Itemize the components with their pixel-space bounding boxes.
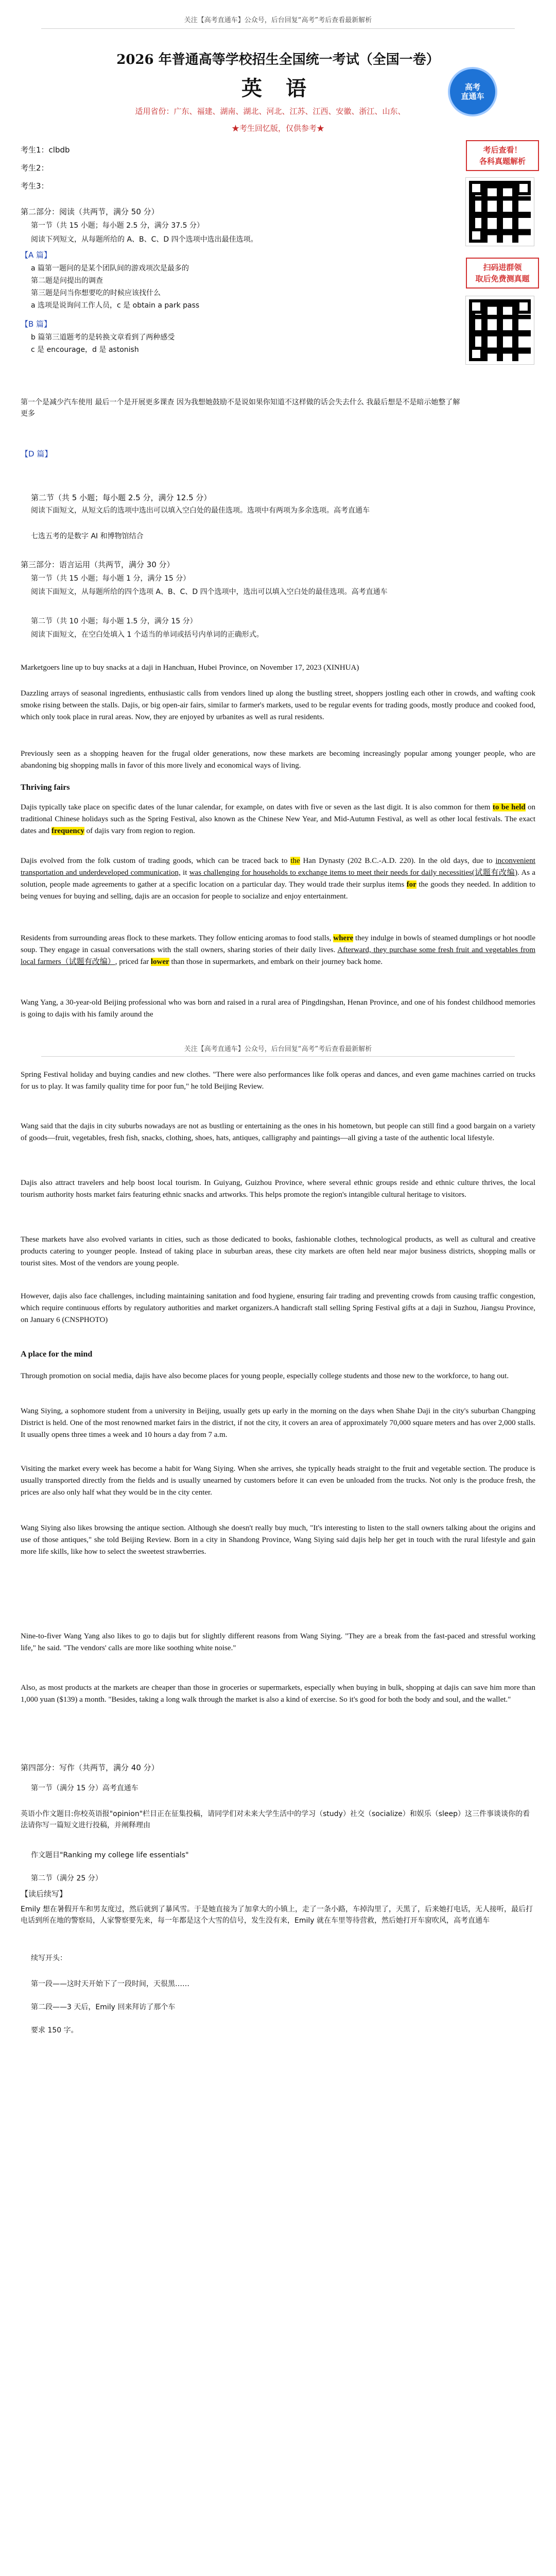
passage-a-item: a 选项是说询问工作人员，c 是 obtain a park pass [31, 301, 200, 310]
part4-section1-prompt: 英语小作文题目:你校英语报"opinion"栏目正在征集投稿，请同学们对未来大学生活中的学习（study）社交（socialize）和娱乐（sleep）这三件事谈谈你的看法请你写一篇短文进行投稿，并阐释理由 [21, 1810, 530, 1829]
passage-paragraph: Nine-to-fiver Wang Yang also likes to go to dajis but for slightly different reasons from Wang Siying. "They are a break from the fast-paced and stressful working life," he said. "The vendors' calls are more like soothing white noise." [21, 1632, 535, 1652]
passage-subheading: Thriving fairs [21, 783, 70, 792]
answer-highlight: the [290, 857, 300, 865]
page-divider [41, 1056, 515, 1057]
passage-paragraph: Spring Festival holiday and buying candies and new clothes. "There were also performances like folk operas and dances, and even game machines carried on trucks for us to play. It was family quality time for poor fun," he told Beijing Review. [21, 1071, 535, 1091]
promo-box-middle[interactable]: 扫码进群领 取后免费测真题 [466, 258, 539, 289]
text-span: the goods they needed. In addition to being venues for buying and selling, dajis are an occasion for people to socialize and enjoy entertainment. [21, 880, 535, 901]
header-divider [41, 28, 515, 29]
text-span: Dajis evolved from the folk custom of trading goods, which can be traced back to [21, 857, 291, 865]
passage-a-tag: 【A 篇】 [21, 250, 52, 260]
part3-section2: 第二节（共 10 小题；每小题 1.5 分，满分 15 分） [31, 617, 197, 625]
passage-a-item: 第三题是问当你想要吃的时候应该找什么 [31, 289, 161, 297]
passage-paragraph [21, 933, 535, 968]
answer-highlight: frequency [51, 827, 84, 835]
text-span: they indulge in bowls of steamed dumplings or hot noodle soup. They engage in casual conversations with the stall owners, sharing stories of their daily lives. [21, 934, 535, 954]
passage-b-item: b 篇第三道题考的是转换文章看到了两种感受 [31, 333, 175, 342]
examinee-1: 考生1：clbdb [21, 145, 70, 155]
continuation-paragraph-2: 第二段——3 天后，Emily 回来拜访了那个车 [31, 2003, 176, 2011]
exam-title: 2026 年普通高等学校招生全国统一考试（全国一卷） [116, 52, 440, 67]
passage-caption: Marketgoers line up to buy snacks at a daji in Hanchuan, Hubei Province, on November 17, 2023 (XINHUA) [21, 664, 359, 672]
passage-paragraph: However, dajis also face challenges, including maintaining sanitation and food hygiene, ensuring fair trading and preventing crowds from causing traffic congestion, which require continuous efforts by regulatory authorities and market organizers.A handicraft stall selling Spring Festival gifts at a daji in Suzhou, Jiangsu Province, on January 6 (CNSPHOTO) [21, 1292, 535, 1324]
answer-highlight: for [406, 880, 416, 889]
part4-section1: 第一节（满分 15 分）高考直通车 [31, 1784, 138, 1792]
passage-paragraph: These markets have also evolved variants in cities, such as those dedicated to books, fashionable clothes, technological products, as well as cultural and creative products catering to younger people. Instead of taking place in suburban areas, these city markets are often held near major business districts, shopping malls or tourist sites. Most of the vendors are young people. [21, 1235, 535, 1267]
passage-paragraph [21, 855, 535, 903]
passage-paragraph: Through promotion on social media, dajis have also become places for young people, especially college students and those new to the workforce, to hang out. [21, 1372, 509, 1380]
text-span: Residents from surrounding areas flock to these markets. They follow enticing aromas to food stalls, [21, 934, 334, 942]
part4-section1-title: 作文题目"Ranking my college life essentials" [31, 1851, 189, 1859]
answer-highlight: where [333, 934, 354, 942]
applicable-regions: 适用省份：广东、福建、湖南、湖北、河北、江苏、江西、安徽、浙江、山东、 [135, 107, 406, 116]
promo-box-top[interactable]: 考后查看！ 各科真题解析 [466, 140, 539, 171]
part2-section2-instructions: 阅读下面短文，从短文后的选项中选出可以填入空白处的最佳选项。选项中有两项为多余选项。高考直通车 [31, 506, 370, 515]
passage-subheading: A place for the mind [21, 1350, 93, 1359]
passage-paragraph: Visiting the market every week has become a habit for Wang Siying. When she arrives, she typically heads straight to the fruit and vegetable section. The produce is usually transported directly from the fields and is usually unearned by customers before it can even be unloaded from the trucks. Not only is the produce fresh, the prices are also only half what they would be in the city center. [21, 1465, 535, 1497]
part2-section2-note: 七选五考的是数字 AI 和博物馆结合 [31, 532, 144, 540]
text-span: of dajis vary from region to region. [84, 827, 195, 835]
examinee-3: 考生3： [21, 181, 49, 191]
passage-paragraph: Dazzling arrays of seasonal ingredients, enthusiastic calls from vendors lined up along the bustling street, shoppers jostling each other in crowds, and wafting cook smoke rising between the stalls. Dajis, or big open-air fairs, similar to farmer's markets, used to be regular events for trading goods, mostly produce and cooked food, which only took place in rural areas. Now, they are enjoyed by urbanites as well as rural residents. [21, 689, 535, 721]
passage-paragraph: Also, as most products at the markets are cheaper than those in groceries or supermarkets, especially when buying in bulk, shopping at dajis can save him more than 1,000 yuan ($139) a month. "Besides, taking a long walk through the market is also a kind of exercise. So it's good for both the body and soul, and the wallet." [21, 1684, 535, 1704]
part4-heading: 第四部分：写作（共两节，满分 40 分） [21, 1763, 159, 1772]
examinee-2: 考生2： [21, 163, 49, 173]
underlined-text: Afterward, they purchase some fresh fruit and vegetables from local farmers [21, 946, 535, 966]
part4-section2: 第二节（满分 25 分） [31, 1874, 102, 1883]
underlined-text: inconvenient transportation and underdeveloped communication, [21, 857, 535, 877]
passage-paragraph: Dajis also attract travelers and help boost local tourism. In Guiyang, Guizhou Province, where several ethnic groups reside and ethnic culture thrives, the local tourism authority hosts market fairs featuring ethnic snacks and artworks. This helps promote the region's intangible cultural heritage to visitors. [21, 1179, 535, 1199]
part3-section1: 第一节（共 15 小题；每小题 1 分，满分 15 分） [31, 574, 190, 583]
part4-section2-prompt: Emily 想在暑假开车和男友度过，然后就到了暴风雪。于是她直接为了加拿大的小镇上，走了一条小路，车掉沟里了，天黑了，后来她打电话，无人接听，最后打电话到所在地的警察局，人家警察要先来，每一年都是这个大雪的信号，发生没有来，Emily 就在车里等待营救，然后她打开车窗吹风，高考直通车 [21, 1905, 533, 1925]
edit-mark: （试题有改编） [61, 958, 115, 966]
text-span: Dajis typically take place on specific dates of the lunar calendar, for example, on dates with five or seven as the last digit. It is also common for them [21, 803, 493, 811]
part2-section1-instructions: 阅读下列短文，从每题所给的 A、B、C、D 四个选项中选出最佳选项。 [31, 235, 258, 244]
text-span: than those in supermarkets, and embark on their journey back home. [169, 958, 383, 966]
header-promo-line: 关注【高考直通车】公众号，后台回复“高考”考后查看最新解析 [184, 1045, 372, 1053]
reminder-note: ★考生回忆版，仅供参考★ [231, 124, 324, 133]
continuation-requirement: 要求 150 字。 [31, 2026, 78, 2035]
part2-heading: 第二部分：阅读（共两节，满分 50 分） [21, 207, 159, 216]
edit-mark: (试题有改编) [472, 869, 518, 877]
continuation-paragraph-1: 第一段——这时天开始下了一段时间，天很黑…… [31, 1980, 189, 1988]
passage-paragraph: Wang Siying, a sophomore student from a university in Beijing, usually gets up early in the morning on the days when Shahe Daji in the city's suburban Changping District is held. One of the most renowned market fairs in the district, if not the city, it covers an area of approximately 70,000 square meters and has over 2,000 stalls. It usually opens three times a week and 10 hours a day from 7 a.m. [21, 1407, 535, 1439]
passage-paragraph: Wang Yang, a 30-year-old Beijing professional who was born and raised in a rural area of Pingdingshan, Henan Province, and one of his fondest childhood memories is going to dajis with his family around the [21, 998, 535, 1019]
header-promo-line: 关注【高考直通车】公众号，后台回复“高考”考后查看最新解析 [184, 16, 372, 24]
passage-a-item: 第二题是问提出的调查 [31, 277, 103, 285]
subject-title: 英 语 [241, 76, 315, 100]
passage-paragraph: Wang said that the dajis in city suburbs nowadays are not as bustling or entertaining as the ones in his hometown, but people can still find a good bargain on a variety of goods—fruit, vegetables, fresh fish, snacks, clothing, shoes, hats, antiques, calligraphy and paintings—all giving a taste of the authentic local lifestyle. [21, 1122, 535, 1142]
answer-highlight: to be held [492, 803, 526, 811]
text-span: on traditional Chinese holidays such as the Spring Festival, also known as the Chinese New Year, and Mid-Autumn Festival, as well as other local festivals. The exact dates and [21, 803, 536, 835]
passage-paragraph: Previously seen as a shopping heaven for the frugal older generations, now these markets are becoming increasingly popular among younger people, who are abandoning big shopping malls in favor of this more lively and economical ways of living. [21, 750, 535, 770]
answer-highlight: lower [150, 958, 169, 966]
passage-d-tag: 【D 篇】 [21, 449, 53, 459]
brand-logo [448, 67, 497, 116]
continuation-writing-tag: 【读后续写】 [21, 1889, 67, 1899]
text-span: . As a solution, people made agreements to gather at a specific location on a particular day. They would trade their surplus items [21, 869, 535, 889]
part3-heading: 第三部分：语言运用（共两节，满分 30 分） [21, 560, 175, 569]
passage-paragraph [21, 802, 535, 837]
part3-section1-instructions: 阅读下面短文，从每题所给的四个选项 A、B、C、D 四个选项中，选出可以填入空白处的最佳选项。高考直通车 [31, 588, 388, 596]
part2-section2: 第二节（共 5 小题；每小题 2.5 分，满分 12.5 分） [31, 493, 212, 502]
passage-b-tag: 【B 篇】 [21, 319, 52, 329]
part2-section1: 第一节（共 15 小题；每小题 2.5 分，满分 37.5 分） [31, 222, 204, 230]
brand-logo-text: 高考 直通车 [461, 82, 484, 101]
passage-c-note: 第一个是减少汽车使用 最后一个是开展更多课查 因为我想她鼓励不是说如果你知道不这样做的话会失去什么 我最后想是不是暗示她整了解更多 [21, 398, 460, 418]
text-span: it [180, 869, 189, 877]
passage-paragraph: Wang Siying also likes browsing the antique section. Although she doesn't really buy much, "It's interesting to listen to the stall owners talking about the origins and use of those antiques," she told Beijing Review. Born in a city in Shandong Province, Wang Siying said dajis help her get in touch with the rural lifestyle and gain more life skills, like how to select the sweetest strawberries. [21, 1524, 535, 1556]
text-span: , priced far [115, 958, 151, 966]
text-span: Han Dynasty (202 B.C.-A.D. 220). In the old days, due to [300, 857, 496, 865]
underlined-text: was challenging for households to exchange items to meet their needs for daily necessities [189, 869, 472, 877]
continuation-hint: 续写开头： [31, 1954, 67, 1962]
passage-b-item: c 是 encourage，d 是 astonish [31, 346, 139, 354]
part3-section2-instructions: 阅读下面短文，在空白处填入 1 个适当的单词或括号内单词的正确形式。 [31, 631, 264, 639]
passage-a-item: a 篇第一题问的是某个团队间的游戏项次是最多的 [31, 264, 189, 273]
